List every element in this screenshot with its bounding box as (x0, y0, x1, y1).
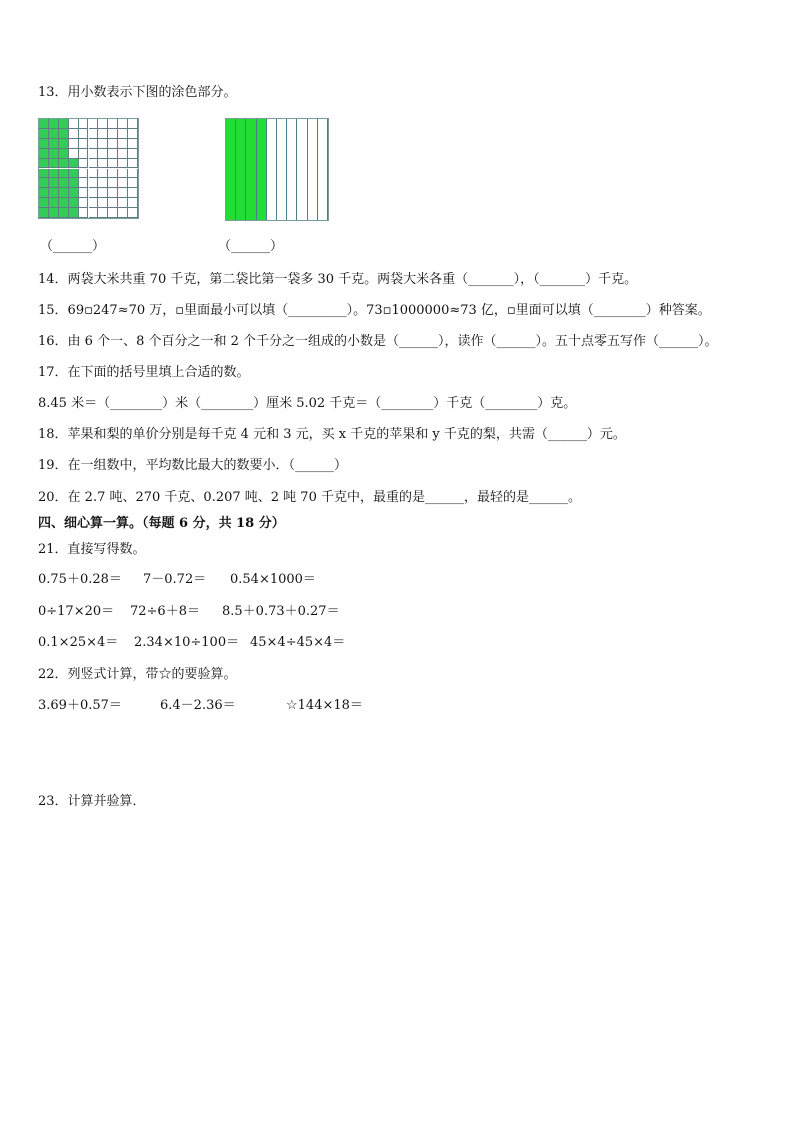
grid-cell (98, 169, 108, 179)
grid-cell (39, 169, 49, 179)
grid-cell (89, 178, 99, 188)
grid-cell (98, 139, 108, 149)
q18-text: 18．苹果和梨的单价分别是每千克 4 元和 3 元，买 x 千克的苹果和 y 千克的梨，共需（______）元。 (38, 427, 626, 442)
grid-cell (98, 178, 108, 188)
grid-cell (128, 119, 138, 129)
grid-cell (59, 169, 69, 179)
q14-text: 14．两袋大米共重 70 千克，第二袋比第一袋多 30 千克。两袋大米各重（_______），（_______）千克。 (38, 272, 638, 287)
grid-cell (118, 119, 128, 129)
grid-cell (49, 178, 59, 188)
q22-title: 22．列竖式计算，带☆的要验算。 (38, 667, 237, 682)
strip-cell (308, 119, 318, 220)
grid-cell (59, 119, 69, 129)
grid-cell (49, 208, 59, 218)
grid-cell (118, 178, 128, 188)
grid-cell (49, 169, 59, 179)
grid-cell (49, 188, 59, 198)
grid-cell (49, 139, 59, 149)
grid-cell (59, 198, 69, 208)
q13-answer-blank-a: （______） (40, 239, 106, 254)
hundred-grid-figure (38, 118, 139, 219)
grid-cell (39, 198, 49, 208)
strip-cell (236, 119, 246, 220)
grid-cell (79, 178, 89, 188)
grid-cell (69, 169, 79, 179)
grid-cell (118, 169, 128, 179)
grid-cell (118, 139, 128, 149)
q21-item: 72÷6＋8＝ (130, 604, 200, 619)
q22-item: ☆144×18＝ (286, 698, 363, 713)
grid-cell (39, 139, 49, 149)
q17-line: 8.45 米＝（________）米（________）厘米 5.02 千克＝（________）千克（________）克。 (38, 396, 577, 411)
grid-cell (39, 119, 49, 129)
strip-cell (267, 119, 277, 220)
grid-cell (118, 159, 128, 169)
q15-text: 15．69▫247≈70 万，▫里面最小可以填（_________）。73▫1000000≈73 亿，▫里面可以填（________）种答案。 (38, 303, 711, 318)
grid-cell (98, 188, 108, 198)
grid-cell (79, 149, 89, 159)
grid-cell (128, 169, 138, 179)
q21-row-2 (38, 603, 340, 621)
grid-cell (89, 149, 99, 159)
grid-cell (128, 178, 138, 188)
grid-cell (89, 139, 99, 149)
grid-cell (49, 149, 59, 159)
grid-cell (39, 159, 49, 169)
section-4-heading: 四、细心算一算。（每题 6 分，共 18 分） (38, 516, 285, 531)
grid-cell (39, 208, 49, 218)
grid-cell (69, 188, 79, 198)
grid-cell (39, 178, 49, 188)
grid-cell (108, 119, 118, 129)
q21-item: 2.34×10÷100＝ (134, 635, 240, 650)
grid-cell (89, 129, 99, 139)
strip-cell (318, 119, 328, 220)
grid-cell (69, 129, 79, 139)
grid-cell (69, 208, 79, 218)
grid-cell (98, 149, 108, 159)
grid-cell (128, 129, 138, 139)
grid-cell (79, 119, 89, 129)
grid-cell (59, 188, 69, 198)
grid-cell (128, 188, 138, 198)
grid-cell (108, 149, 118, 159)
grid-cell (118, 208, 128, 218)
grid-cell (128, 208, 138, 218)
q21-row-3 (38, 634, 346, 652)
q21-row-1 (38, 571, 316, 589)
grid-cell (79, 129, 89, 139)
q21-item: 45×4÷45×4＝ (250, 635, 346, 650)
grid-cell (69, 119, 79, 129)
grid-cell (128, 149, 138, 159)
ten-strip-figure (225, 118, 329, 221)
q21-title: 21．直接写得数。 (38, 542, 146, 557)
grid-cell (59, 129, 69, 139)
grid-cell (59, 159, 69, 169)
grid-cell (49, 129, 59, 139)
q21-item: 0.54×1000＝ (230, 572, 316, 587)
grid-cell (108, 139, 118, 149)
grid-cell (108, 178, 118, 188)
grid-cell (128, 198, 138, 208)
grid-cell (79, 208, 89, 218)
strip-cell (226, 119, 236, 220)
q20-text: 20．在 2.7 吨、270 千克、0.207 吨、2 吨 70 千克中，最重的是______，最轻的是______。 (38, 490, 581, 505)
grid-cell (98, 159, 108, 169)
strip-cell (277, 119, 287, 220)
grid-cell (69, 149, 79, 159)
grid-cell (118, 198, 128, 208)
grid-cell (49, 198, 59, 208)
grid-cell (39, 149, 49, 159)
grid-cell (89, 198, 99, 208)
q13-answer-blank-b: （______） (218, 239, 284, 254)
q22-item: 6.4－2.36＝ (160, 698, 236, 713)
grid-cell (69, 159, 79, 169)
q13-text: 13．用小数表示下图的涂色部分。 (38, 85, 237, 100)
grid-cell (49, 119, 59, 129)
grid-cell (108, 159, 118, 169)
grid-cell (128, 139, 138, 149)
grid-cell (79, 169, 89, 179)
q19-text: 19．在一组数中，平均数比最大的数要小．（______） (38, 458, 348, 473)
grid-cell (108, 129, 118, 139)
grid-cell (89, 159, 99, 169)
grid-cell (59, 178, 69, 188)
q21-item: 0÷17×20＝ (38, 604, 115, 619)
strip-cell (246, 119, 256, 220)
grid-cell (69, 139, 79, 149)
grid-cell (49, 159, 59, 169)
grid-cell (118, 188, 128, 198)
grid-cell (59, 208, 69, 218)
grid-cell (118, 149, 128, 159)
grid-cell (89, 119, 99, 129)
grid-cell (59, 149, 69, 159)
grid-cell (79, 139, 89, 149)
grid-cell (39, 188, 49, 198)
grid-cell (128, 159, 138, 169)
grid-cell (79, 159, 89, 169)
grid-cell (89, 208, 99, 218)
grid-cell (108, 188, 118, 198)
strip-cell (257, 119, 267, 220)
q21-item: 8.5＋0.73＋0.27＝ (222, 604, 340, 619)
grid-cell (108, 198, 118, 208)
grid-cell (39, 129, 49, 139)
grid-cell (79, 198, 89, 208)
grid-cell (98, 208, 108, 218)
grid-cell (69, 198, 79, 208)
strip-cell (297, 119, 307, 220)
strip-cell (287, 119, 297, 220)
grid-cell (118, 129, 128, 139)
grid-cell (89, 188, 99, 198)
grid-cell (98, 198, 108, 208)
q21-item: 7－0.72＝ (143, 572, 207, 587)
q23-text: 23．计算并验算． (38, 794, 146, 809)
grid-cell (108, 169, 118, 179)
q21-item: 0.1×25×4＝ (38, 635, 119, 650)
grid-cell (89, 169, 99, 179)
grid-cell (59, 139, 69, 149)
q16-text: 16．由 6 个一、8 个百分之一和 2 个千分之一组成的小数是（______），读作（______）。五十点零五写作（______）。 (38, 334, 718, 349)
q17-title: 17．在下面的括号里填上合适的数。 (38, 365, 250, 380)
q21-item: 0.75＋0.28＝ (38, 572, 122, 587)
grid-cell (108, 208, 118, 218)
grid-cell (98, 129, 108, 139)
q22-row (38, 697, 363, 715)
grid-cell (79, 188, 89, 198)
q22-item: 3.69＋0.57＝ (38, 698, 122, 713)
grid-cell (98, 119, 108, 129)
grid-cell (69, 178, 79, 188)
